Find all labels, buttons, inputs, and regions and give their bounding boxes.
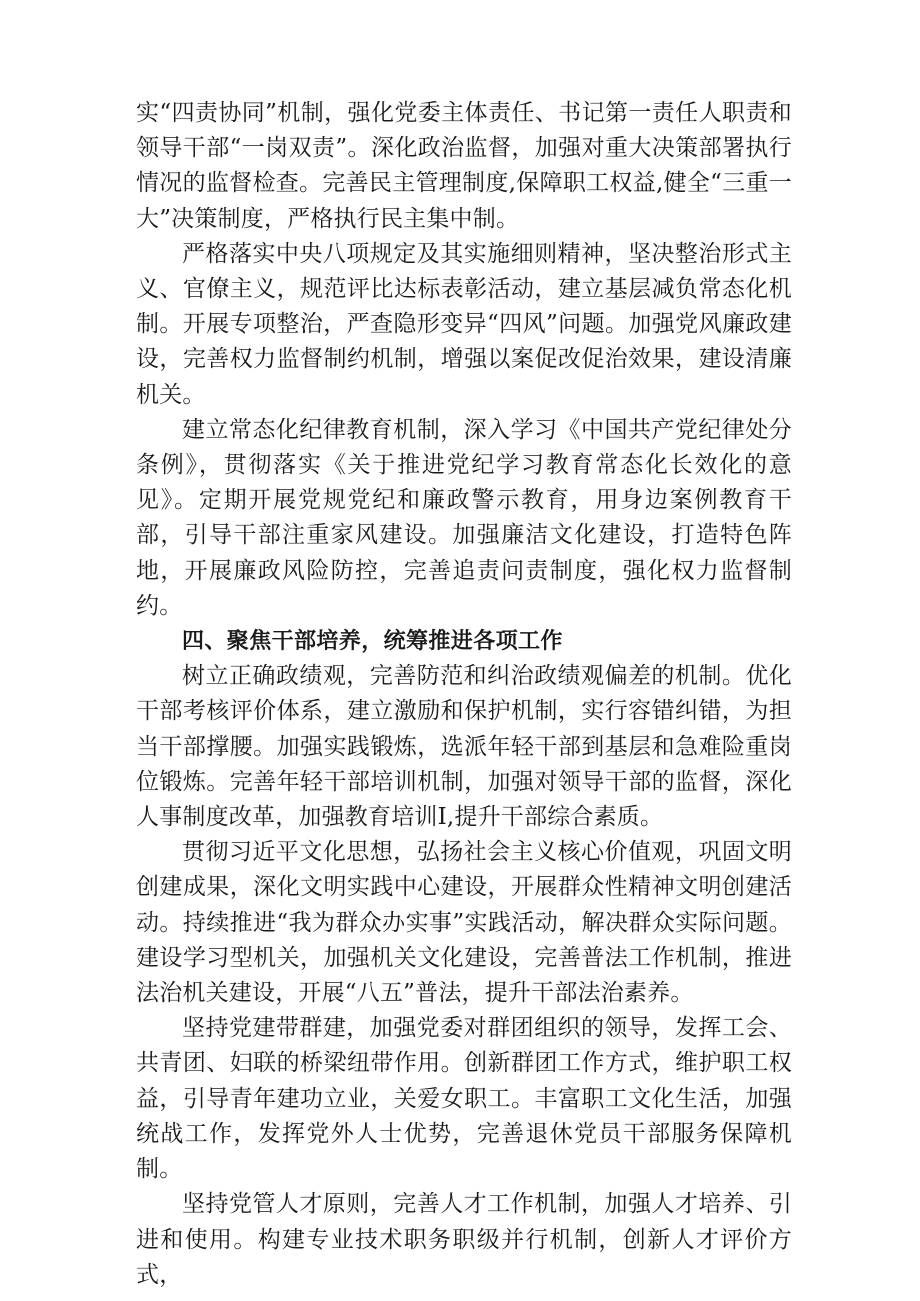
- paragraph-talent: 坚持党管人才原则，完善人才工作机制，加强人才培养、引进和使用。构建专业技术职务职级并行机制，创新人才评价方式，: [136, 1191, 792, 1288]
- document-page: [136, 96, 792, 1293]
- paragraph-continuation: 实“四责协同”机制，强化党委主体责任、书记第一责任人职责和领导干部“一岗双责”。深化政治监督，加强对重大决策部署执行情况的监督检查。完善民主管理制度,保障职工权益,健全“三重一大”决策制度，严格执行民主集中制。: [136, 100, 792, 232]
- paragraph-discipline: 建立常态化纪律教育机制，深入学习《中国共产党纪律处分条例》，贯彻落实《关于推进党纪学习教育常态化长效化的意见》。定期开展党规党纪和廉政警示教育，用身边案例教育干部，引导干部注重家风建设。加强廉洁文化建设，打造特色阵地，开展廉政风险防控，完善追责问责制度，强化权力监督制约。: [136, 416, 792, 619]
- paragraph-culture: 贯彻习近平文化思想，弘扬社会主义核心价值观，巩固文明创建成果，深化文明实践中心建设，开展群众性精神文明创建活动。持续推进“我为群众办实事”实践活动，解决群众实际问题。建设学习型机关，加强机关文化建设，完善普法工作机制，推进法治机关建设，开展“八五”普法，提升干部法治素养。: [136, 839, 792, 1007]
- paragraph-cadre-evaluation: 树立正确政绩观，完善防范和纠治政绩观偏差的机制。优化干部考核评价体系，建立激励和保护机制，实行容错纠错，为担当干部撑腰。加强实践锻炼，选派年轻干部到基层和急难险重岗位锻炼。完善年轻干部培训机制，加强对领导干部的监督，深化人事制度改革，加强教育培训I,提升干部综合素质。: [136, 663, 792, 831]
- section-heading: 四、聚焦干部培养，统筹推进各项工作: [182, 629, 563, 655]
- paragraph-integrity: 严格落实中央八项规定及其实施细则精神，坚决整治形式主义、官僚主义，规范评比达标表彰活动，建立基层减负常态化机制。开展专项整治，严查隐形变异“四风”问题。加强党风廉政建设，完善权力监督制约机制，增强以案促改促治效果，建设清廉机关。: [136, 240, 792, 408]
- paragraph-mass-organizations: 坚持党建带群建，加强党委对群团组织的领导，发挥工会、共青团、妇联的桥梁纽带作用。创新群团工作方式，维护职工权益，引导青年建功立业，关爱女职工。丰富职工文化生活，加强统战工作，发挥党外人士优势，完善退休党员干部服务保障机制。: [136, 1015, 792, 1183]
